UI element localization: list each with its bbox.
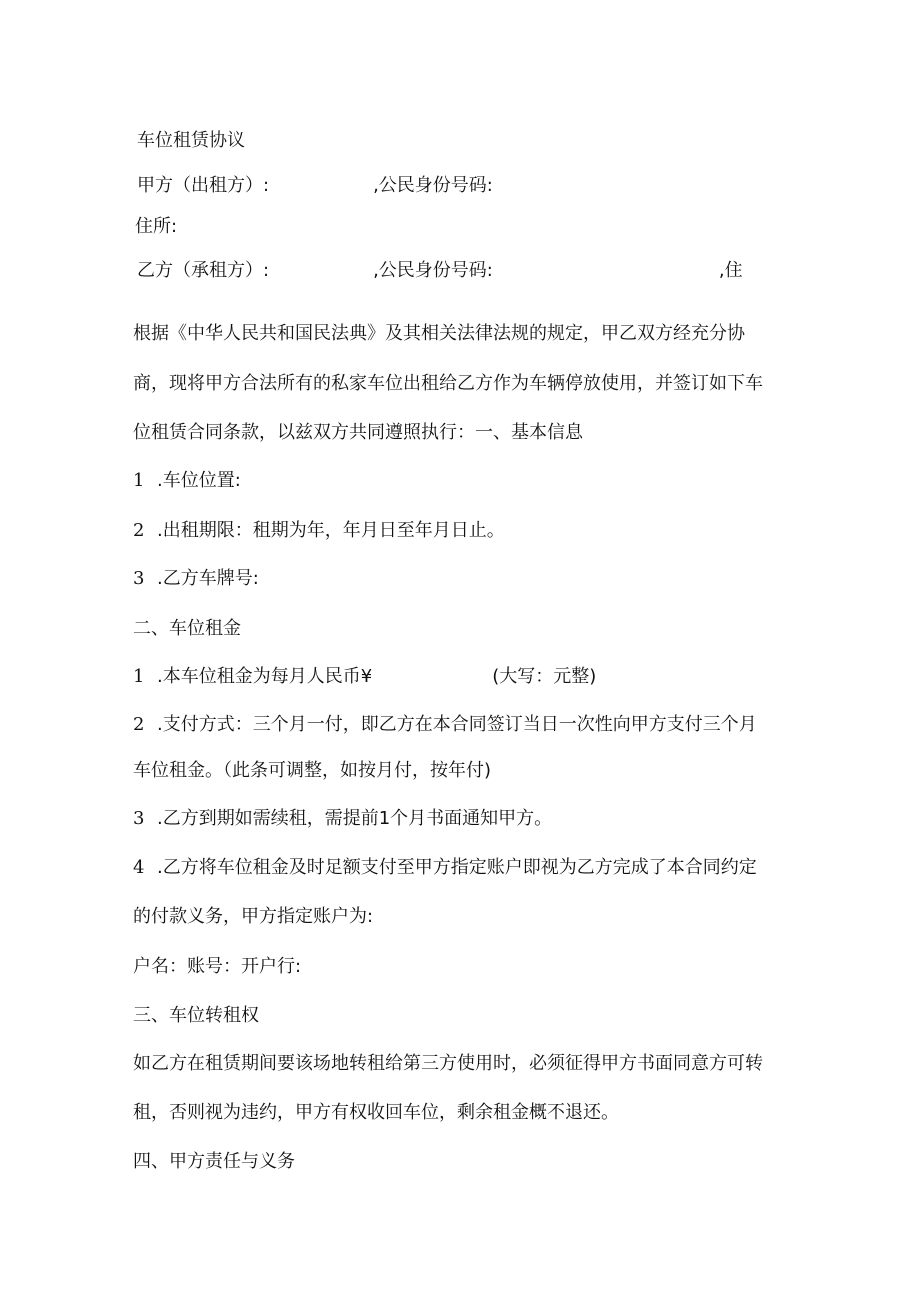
rent-item-continued: 的付款义务，甲方指定账户为: [133, 906, 374, 927]
item-number: 4 [133, 857, 145, 878]
item-text: .乙方车牌号: [157, 568, 259, 589]
rent-item-continued: 车位租金。（此条可调整，如按月付，按年付) [133, 760, 492, 781]
basic-info-item [133, 520, 505, 542]
item-text: .出租期限：租期为年，年月日至年月日止。 [157, 520, 505, 541]
rent-uppercase-amount: (大写：元整) [492, 666, 597, 687]
party-b-tail: ,住 [718, 260, 743, 281]
item-text: .支付方式：三个月一付，即乙方在本合同签订当日一次性向甲方支付三个月 [157, 714, 757, 735]
party-a-line [137, 175, 493, 197]
party-b-line [137, 260, 743, 282]
party-b-label: 乙方（承租方）: [137, 260, 270, 281]
document-title: 车位租赁协议 [137, 130, 245, 151]
party-a-id-label: ,公民身份号码: [373, 175, 493, 196]
section-heading: 四、甲方责任与义务 [133, 1151, 295, 1172]
basic-info-item [133, 568, 259, 590]
sublet-line: 如乙方在租赁期间要该场地转租给第三方使用时，必须征得甲方书面同意方可转 [133, 1053, 763, 1074]
rent-item [133, 666, 596, 688]
intro-line: 根据《中华人民共和国民法典》及其相关法律法规的规定，甲乙双方经充分协 [133, 323, 745, 344]
rent-item [133, 714, 757, 736]
item-number: 3 [133, 568, 145, 589]
item-number: 2 [133, 714, 145, 735]
sublet-line: 租，否则视为违约，甲方有权收回车位，剩余租金概不退还。 [133, 1102, 619, 1123]
item-number: 2 [133, 520, 145, 541]
party-b-id-label: ,公民身份号码: [373, 260, 493, 281]
item-text: .车位位置: [157, 470, 241, 491]
basic-info-item [133, 470, 241, 492]
party-a-label: 甲方（出租方）: [137, 175, 270, 196]
item-text: .本车位租金为每月人民币¥ [157, 666, 373, 687]
item-number: 1 [133, 470, 145, 491]
section-heading: 二、车位租金 [133, 618, 241, 639]
account-line: 户名：账号：开户行: [133, 956, 302, 977]
item-number: 3 [133, 808, 145, 829]
intro-line: 商，现将甲方合法所有的私家车位出租给乙方作为车辆停放使用，并签订如下车 [133, 373, 763, 394]
residence-line: 住所: [135, 216, 178, 237]
rent-item [133, 857, 757, 879]
intro-line: 位租赁合同条款，以兹双方共同遵照执行：一、基本信息 [133, 422, 583, 443]
section-heading: 三、车位转租权 [133, 1005, 259, 1026]
item-text: .乙方将车位租金及时足额支付至甲方指定账户即视为乙方完成了本合同约定 [157, 857, 757, 878]
rent-item [133, 808, 552, 830]
item-text: .乙方到期如需续租，需提前1个月书面通知甲方。 [157, 808, 553, 829]
item-number: 1 [133, 666, 145, 687]
